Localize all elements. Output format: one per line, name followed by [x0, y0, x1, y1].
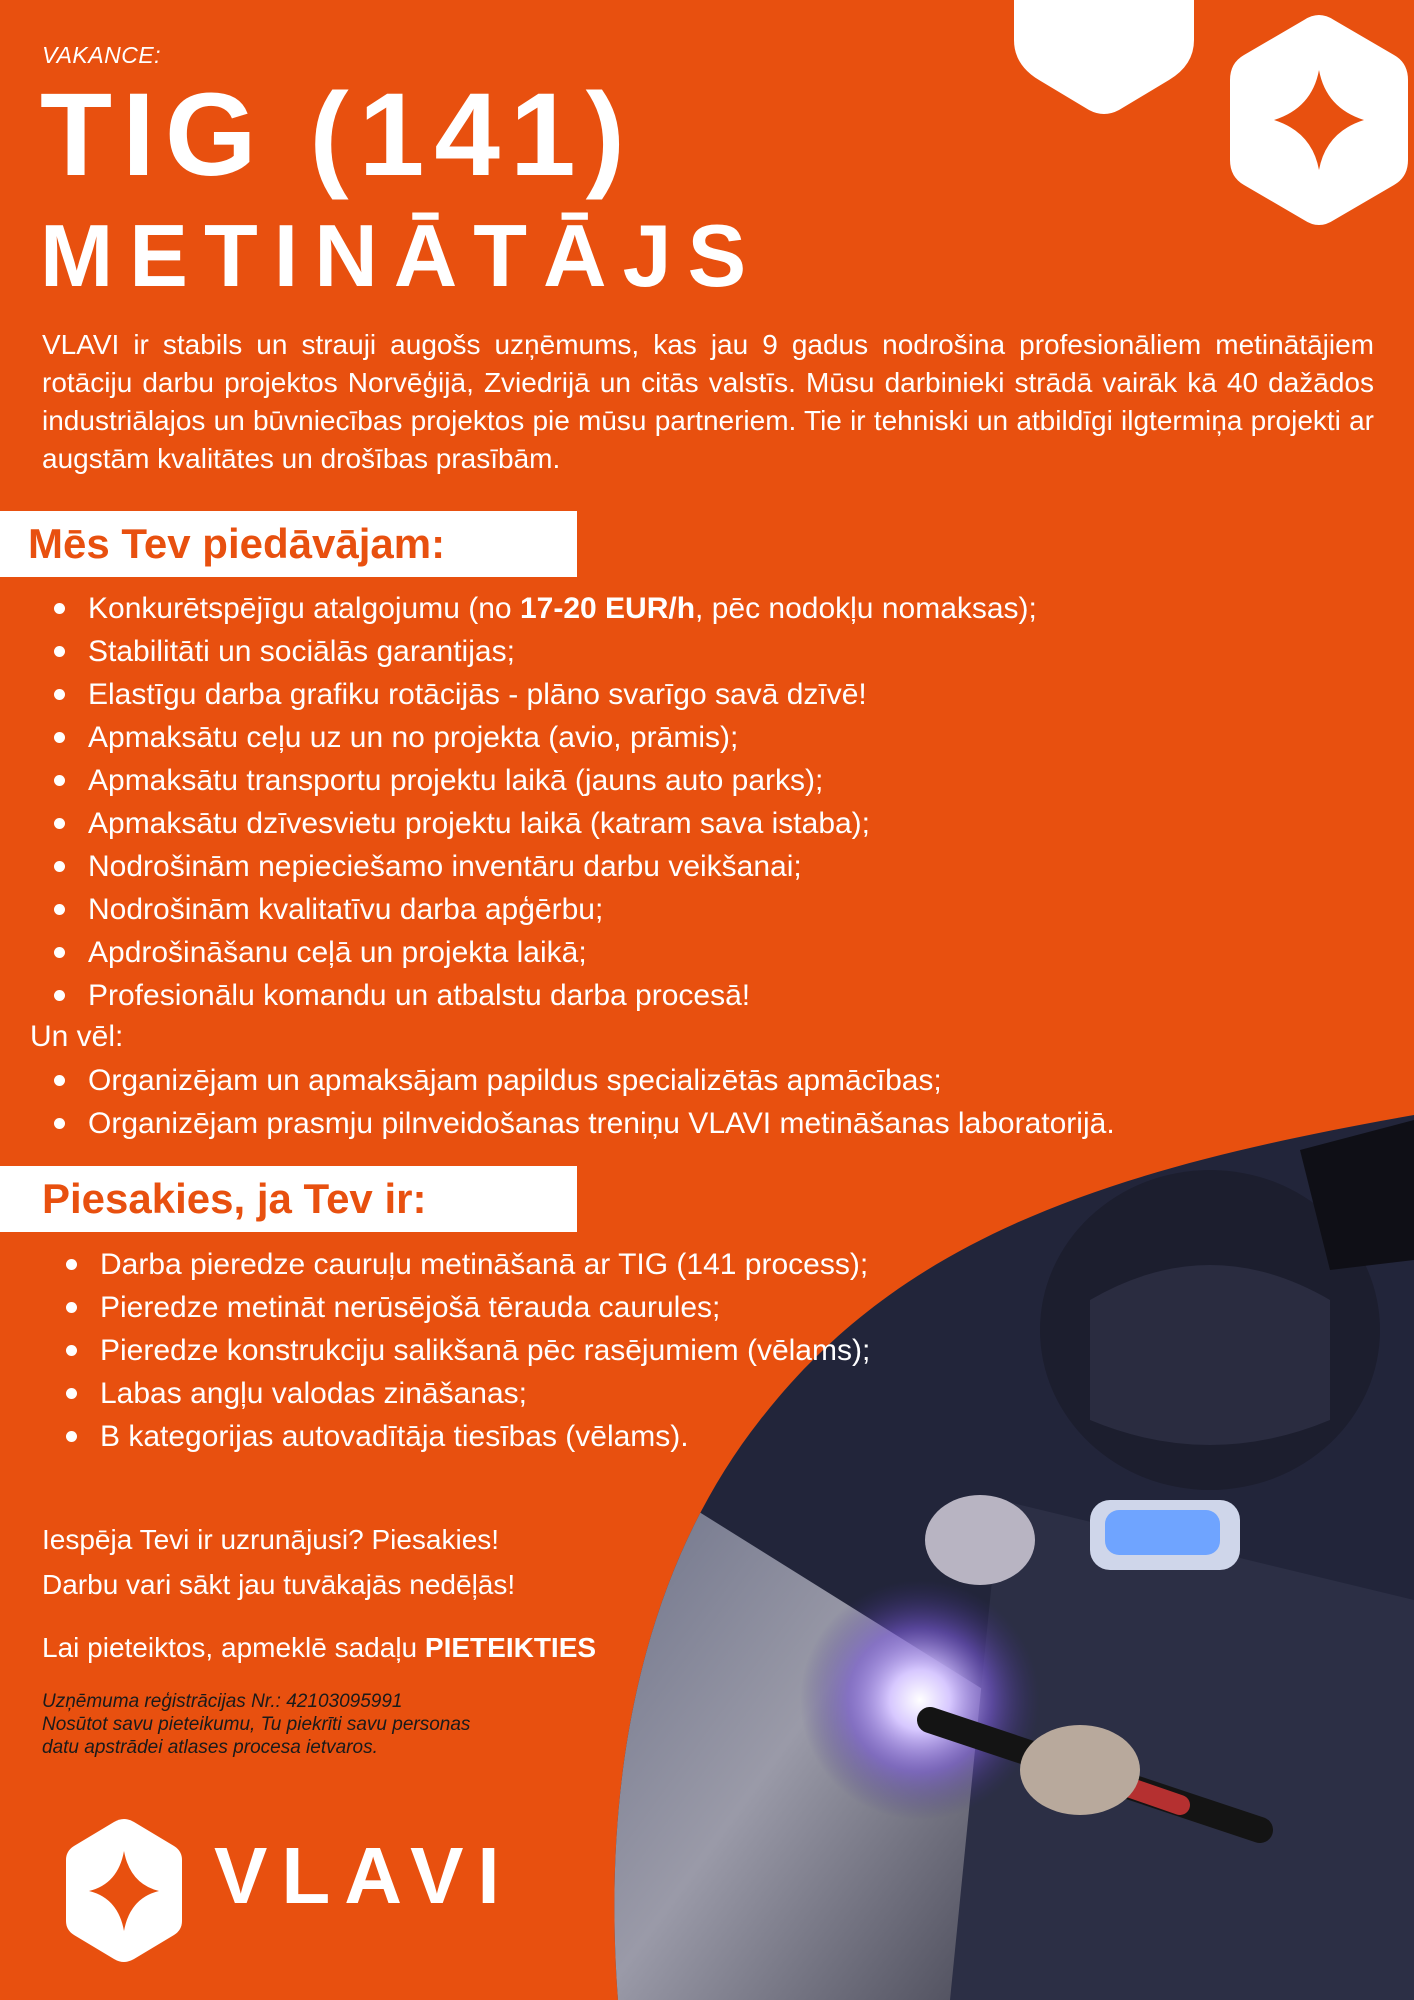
list-item: Organizējam un apmaksājam papildus specializētās apmācības; [30, 1059, 1115, 1102]
list-item: Pieredze metināt nerūsējošā tērauda caurules; [42, 1286, 870, 1329]
list-item: Apmaksātu dzīvesvietu projektu laikā (katram sava istaba); [30, 802, 1037, 845]
list-item: Nodrošinām kvalitatīvu darba apģērbu; [30, 888, 1037, 931]
list-item: Labas angļu valodas zināšanas; [42, 1372, 870, 1415]
legal-notice [42, 1690, 470, 1759]
list-item: B kategorijas autovadītāja tiesības (vēlams). [42, 1415, 870, 1458]
offer-heading: Mēs Tev piedāvājam: [0, 511, 577, 577]
extra-list [30, 1059, 1115, 1145]
list-item: Elastīgu darba grafiku rotācijās - plāno svarīgo savā dzīvē! [30, 673, 1037, 716]
cta-apply-instruction [42, 1628, 596, 1668]
four-point-star-hexagon-icon [64, 1818, 184, 1963]
offer-salary-text: Konkurētspējīgu atalgojumu (no [88, 592, 520, 625]
offer-salary-rate: 17-20 EUR/h [519, 592, 696, 625]
privacy-line2: datu apstrādei atlases procesa ietvaros. [42, 1737, 378, 1758]
cta-line1: Iespēja Tevi ir uzrunājusi? Piesakies! [42, 1524, 500, 1555]
list-item: Nodrošinām nepieciešamo inventāru darbu veikšanai; [30, 845, 1037, 888]
list-item: Profesionālu komandu un atbalstu darba procesā! [30, 974, 1037, 1017]
extra-label: Un vēl: [30, 1020, 124, 1053]
job-title-line2: METINĀTĀJS [40, 206, 763, 305]
requirements-list [42, 1243, 870, 1458]
offer-list [30, 587, 1037, 1017]
list-item: Organizējam prasmju pilnveidošanas treniņu VLAVI metināšanas laboratorijā. [30, 1102, 1115, 1145]
list-item: Apmaksātu transportu projektu laikā (jauns auto parks); [30, 759, 1037, 802]
offer-salary-note: , pēc nodokļu nomaksas); [695, 592, 1037, 625]
list-item: Stabilitāti un sociālās garantijas; [30, 630, 1037, 673]
privacy-line1: Nosūtot savu pieteikumu, Tu piekrīti savu personas [42, 1714, 471, 1735]
registration-number: Uzņēmuma reģistrācijas Nr.: 42103095991 [42, 1691, 403, 1712]
apply-section-name: PIETEIKTIES [424, 1632, 597, 1663]
list-item [30, 587, 1037, 630]
logo-wordmark: VLAVI [214, 1831, 514, 1920]
list-item: Darba pieredze cauruļu metināšanā ar TIG (141 process); [42, 1243, 870, 1286]
vacancy-label: VAKANCE: [42, 42, 162, 68]
cta-apply-text: Lai pieteiktos, apmeklē sadaļu [42, 1632, 425, 1663]
list-item: Pieredze konstrukciju salikšanā pēc rasējumiem (vēlams); [42, 1329, 870, 1372]
vlavi-logo [64, 1818, 554, 1963]
requirements-heading: Piesakies, ja Tev ir: [0, 1166, 577, 1232]
job-title-line1: TIG (141) [40, 69, 635, 201]
list-item: Apmaksātu ceļu uz un no projekta (avio, prāmis); [30, 716, 1037, 759]
list-item: Apdrošināšanu ceļā un projekta laikā; [30, 931, 1037, 974]
company-intro: VLAVI ir stabils un strauji augošs uzņēmums, kas jau 9 gadus nodrošina profesionāliem metinātājiem rotāciju darbu projektos Norvēģijā, Zviedrijā un citās valstīs. Mūsu darbinieki strādā vairāk kā 40 dažādos industriālajos un būvniecības projektos pie mūsu partneriem. Tie ir tehniski un atbildīgi ilgtermiņa projekti ar augstām kvalitātes un drošības prasībām. [42, 329, 1374, 474]
cta-line2: Darbu vari sākt jau tuvākajās nedēļās! [42, 1569, 516, 1600]
